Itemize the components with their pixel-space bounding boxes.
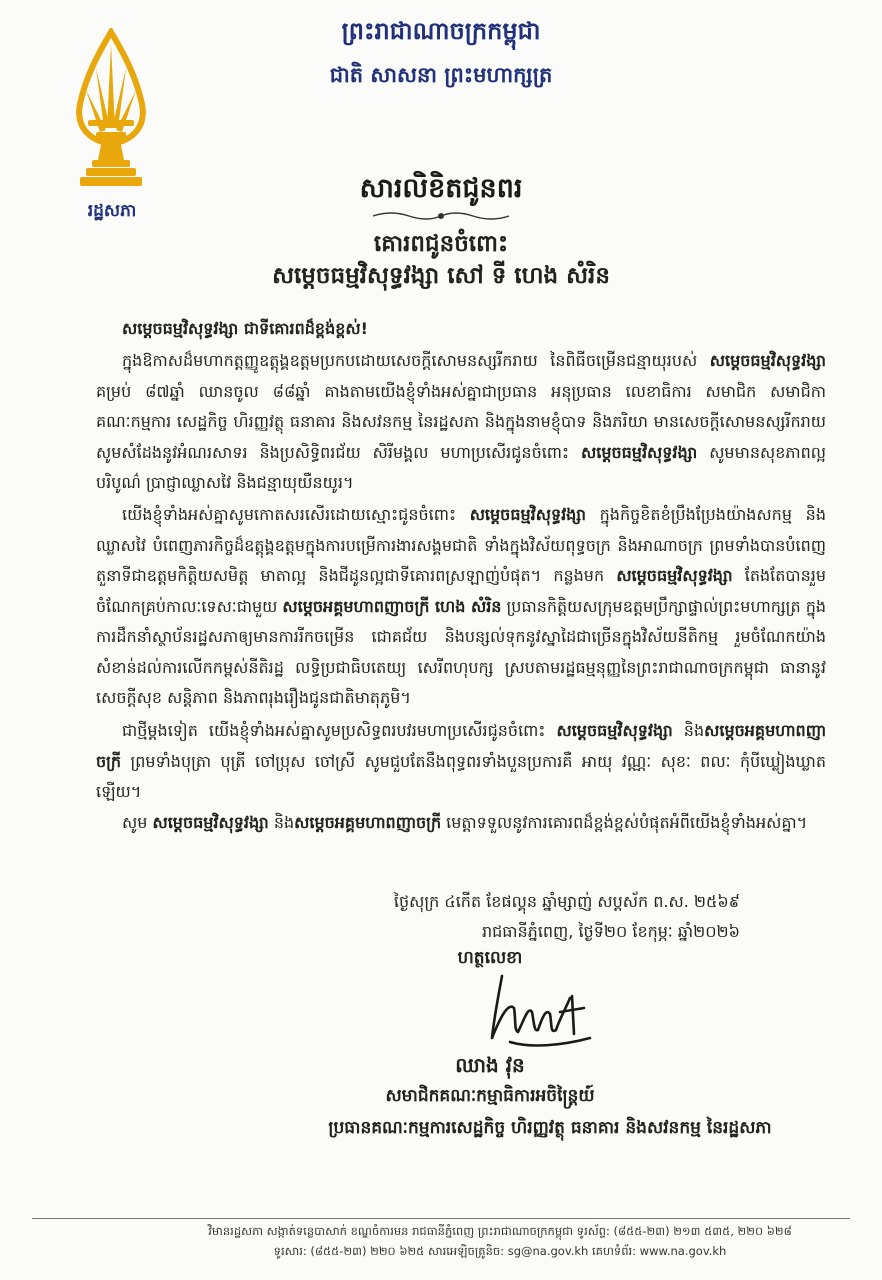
- recipient-name: សម្តេចធម្មវិសុទ្ធវង្សា សៅ ទី ហេង សំរិន: [272, 262, 610, 289]
- paragraph-1: ក្នុងឱកាសដ៏មហាកត្តញ្ញូឧត្តុង្គឧត្តមប្រកបដោយសេចក្តីសោមនស្សរីករាយ នៃពិធីចម្រើនជន្មាយុរបស់ សម្តេចធម្មវិសុទ្ធវង្សា គម្រប់ ៨៧ឆ្នាំ ឈានចូល ៨៨ឆ្នាំ គាងតាមយើងខ្ញុំទាំងអស់គ្នាជាប្រធាន អនុប្រធាន លេខាធិការ សមាជិក សមាជិកាគណៈកម្មការ សេដ្ឋកិច្ច ហិរញ្ញវត្ថុ ធនាគារ និងសវនកម្ម នៃរដ្ឋសភា និងក្នុងនាមខ្ញុំបាទ និងភរិយា មានសេចក្តីសោមនស្សរីករាយ សូមសំដែងនូវអំណរសាទរ និងប្រសិទ្ធិពរជ័យ សិរីមង្គល មហាប្រសើរជូនចំពោះ សម្តេចធម្មវិសុទ្ធវង្សា សូមមានសុខភាពល្អបរិបូណ៌ ប្រាជ្ញាឈ្លាសវៃ និងជន្មាយុយឺនយូរ។: [96, 351, 826, 492]
- national-motto: ជាតិ សាសនា ព្រះមហាក្សត្រ: [329, 62, 553, 87]
- footer-divider: [32, 1218, 850, 1219]
- addressed-to: គោរពជូនចំពោះ: [373, 230, 509, 257]
- title-ornament-icon: [371, 210, 511, 222]
- paragraph-4: សូម សម្តេចធម្មវិសុទ្ធវង្សា និងសម្តេចអគ្គមហាពញាចក្រី មេត្តាទទួលនូវការគោរពដ៏ខ្ពង់ខ្ពស់បំផុតអំពីយើងខ្ញុំទាំងអស់គ្នា។: [122, 813, 808, 832]
- salutation: សម្តេចធម្មវិសុទ្ធវង្សា ជាទីគោរពដ៏ខ្ពង់ខ្ពស់!: [122, 319, 368, 338]
- document-title: សារលិខិតជូនពរ: [359, 173, 523, 204]
- signer-role-1: សមាជិកគណៈកម្មាធិការអចិន្ត្រៃយ៍: [385, 1086, 595, 1106]
- footer-contact: ទូរសារ: (៨៥៥-២៣) ២២០ ៦២៥ សារអេឡិចត្រូនិច: sg@na.gov.kh គេហទំព័រ: www.na.gov.kh: [273, 1244, 727, 1258]
- signer-name: ឈាង វុន: [455, 1053, 525, 1077]
- footer-address: វិមានរដ្ឋសភា សង្កាត់ទន្លេបាសាក់ ខណ្ឌចំការមន រាជធានីភ្នំពេញ ព្រះរាជាណាចក្រកម្ពុជា ទូរស័ព្ទ: (៨៥៥-២៣) ២១៣ ៥៣៥, ២២០ ៦២៨: [208, 1224, 792, 1238]
- lunar-date: ថ្ងៃសុក្រ ៤កើត ខែផល្គុន ឆ្នាំម្សាញ់ សប្តស័ក ព.ស. ២៥៦៩: [393, 892, 740, 911]
- handwritten-signature: [480, 968, 600, 1048]
- institution-label: រដ្ឋសភា: [87, 201, 137, 221]
- signer-role-2: ប្រធានគណៈកម្មការសេដ្ឋកិច្ច ហិរញ្ញវត្ថុ ធនាគារ និងសវនកម្ម នៃរដ្ឋសភា: [328, 1118, 772, 1138]
- kingdom-heading: ព្រះរាជាណាចក្រកម្ពុជា: [341, 16, 541, 45]
- paragraph-3: ជាថ្មីម្តងទៀត យើងខ្ញុំទាំងអស់គ្នាសូមប្រសិទ្ធពរបវរមហាប្រសើរជូនចំពោះ សម្តេចធម្មវិសុទ្ធវង្សា និងសម្តេចអគ្គមហាពញាចក្រី ព្រមទាំងបុត្រា បុត្រី ចៅប្រុស ចៅស្រី សូមជួបតែនឹងពុទ្ធពរទាំងបួនប្រការគឺ អាយុ វណ្ណៈ សុខៈ ពលៈ កុំបីឃ្លៀងឃ្លាតឡើយ។: [96, 721, 826, 801]
- paragraph-2: យើងខ្ញុំទាំងអស់គ្នាសូមកោតសរសើរដោយស្មោះជូនចំពោះ សម្តេចធម្មវិសុទ្ធវង្សា ក្នុងកិច្ចខិតខំប្រឹងប្រែងយ៉ាងសកម្ម និងឈ្លាសវៃ បំពេញភារកិច្ចដ៏ឧត្តុង្គឧត្តមក្នុងការបម្រើការងារសង្គមជាតិ ទាំងក្នុងវិស័យពុទ្ធចក្រ និងអាណាចក្រ ព្រមទាំងបានបំពេញតួនាទីជាឧត្តមកិត្តិយសមិត្ត មាតាល្អ និងជីដូនល្អជាទីគោរពស្រឡាញ់បំផុត។ កន្លងមក សម្តេចធម្មវិសុទ្ធវង្សា តែងតែបានរួមចំណែកគ្រប់កាលៈទេសៈជាមួយ សម្តេចអគ្គមហាពញាចក្រី ហេង សំរិន ប្រធានកិត្តិយសក្រុមឧត្តមប្រឹក្សាផ្ទាល់ព្រះមហាក្សត្រ ក្នុងការដឹកនាំស្ថាប័នរដ្ឋសភាឲ្យមានការរីកចម្រើន ជោគជ័យ និងបន្សល់ទុកនូវស្នាដៃជាច្រើនក្នុងវិស័យនីតិកម្ម រួមចំណែកយ៉ាងសំខាន់ដល់ការលើកកម្ពស់នីតិរដ្ឋ លទ្ធិប្រជាធិបតេយ្យ សេរីពហុបក្ស ស្របតាមរដ្ឋធម្មនុញ្ញនៃព្រះរាជាណាចក្រកម្ពុជា ធានានូវសេចក្តីសុខ សន្តិភាព និងភាពរុងរឿងជូនជាតិមាតុភូមិ។: [96, 505, 826, 707]
- solar-date: រាជធានីភ្នំពេញ, ថ្ងៃទី២០ ខែកុម្ភៈ ឆ្នាំ២០២៦: [481, 922, 740, 941]
- signature-label: ហត្ថលេខា: [457, 948, 523, 968]
